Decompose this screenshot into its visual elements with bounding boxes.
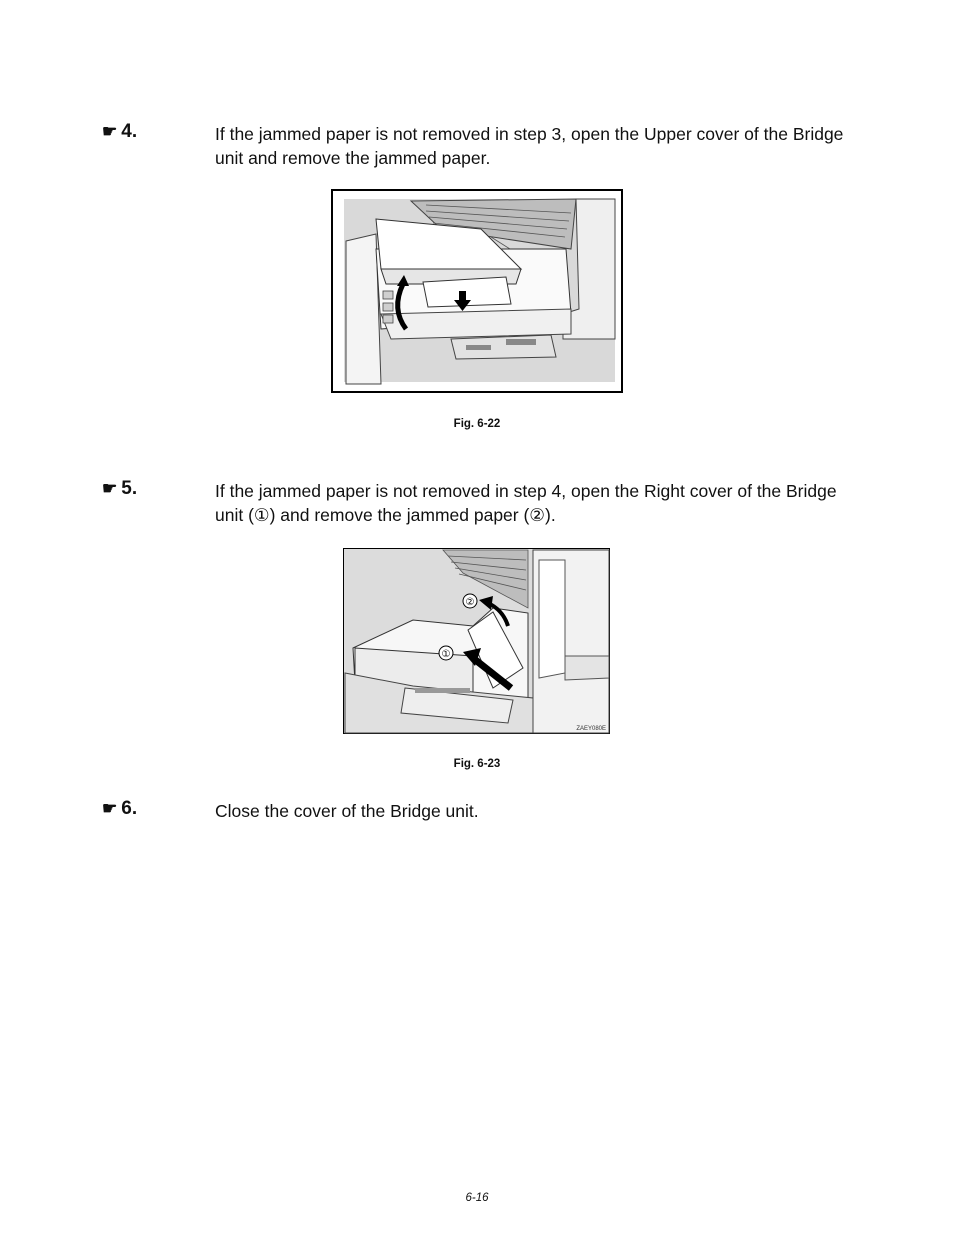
- step-text: Close the cover of the Bridge unit.: [215, 801, 479, 821]
- figure-6-22: [331, 189, 623, 393]
- figure-caption: Fig. 6-22: [453, 418, 501, 430]
- step-4: [102, 121, 842, 171]
- step-number-label: 6.: [121, 798, 138, 819]
- step-5: [102, 478, 842, 528]
- callout-2: ②: [465, 597, 475, 608]
- step-number: [102, 478, 137, 500]
- bridge-unit-upper-cover-illustration: [331, 189, 623, 393]
- step-number-label: 4.: [121, 121, 138, 142]
- figure-caption: Fig. 6-23: [453, 758, 501, 770]
- step-6: [102, 798, 842, 828]
- pointing-hand-icon: ☛: [102, 479, 118, 498]
- bridge-unit-right-cover-illustration: [343, 548, 610, 734]
- step-number-label: 5.: [121, 478, 138, 499]
- step-number: [102, 798, 137, 820]
- step-number: [102, 121, 137, 143]
- callout-1: ①: [441, 649, 451, 660]
- step-text: If the jammed paper is not removed in step 4, open the Right cover of the Bridge unit (①) and remove the jammed paper (②).: [215, 481, 837, 525]
- page-number: 6-16: [465, 1192, 489, 1204]
- figure-6-23: [343, 548, 610, 734]
- pointing-hand-icon: ☛: [102, 799, 118, 818]
- step-text: If the jammed paper is not removed in step 3, open the Upper cover of the Bridge unit and remove the jammed paper.: [215, 124, 844, 168]
- pointing-hand-icon: ☛: [102, 122, 118, 141]
- figure-code: ZAEY080E: [576, 726, 606, 732]
